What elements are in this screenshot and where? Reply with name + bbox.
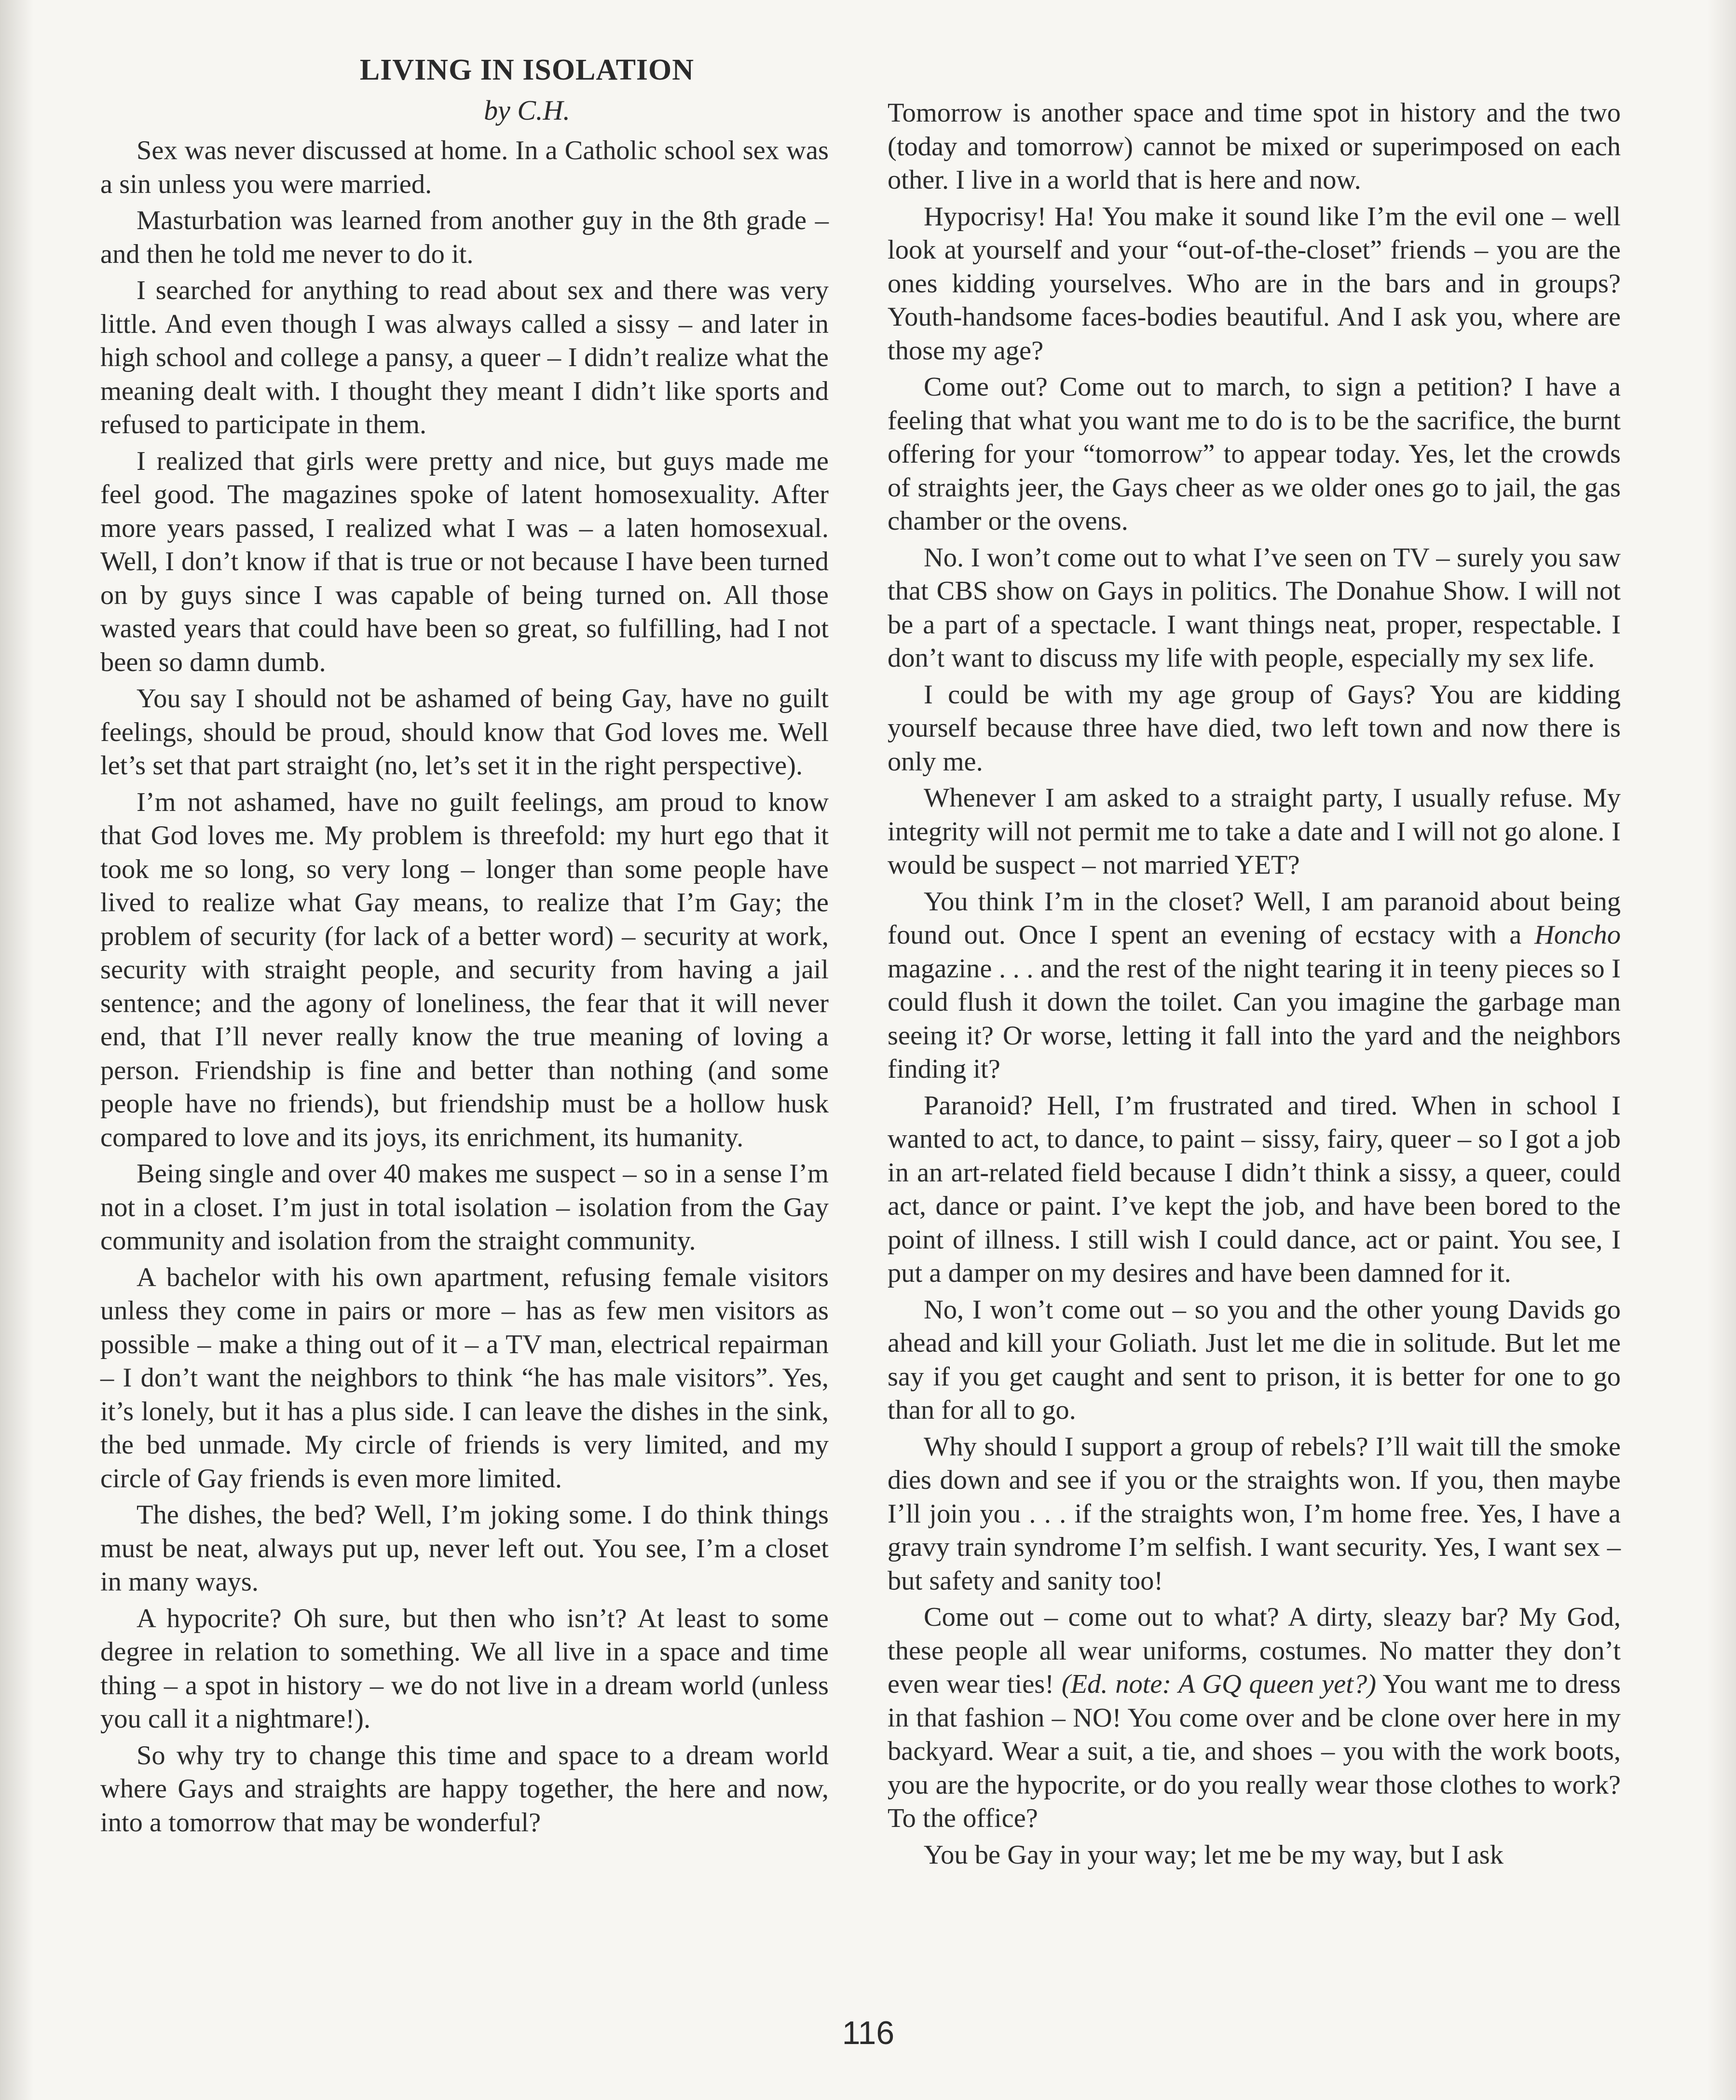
page-number: 116 [842, 2015, 895, 2051]
paragraph [888, 1601, 1621, 1836]
paragraph-text: You want me to dress in that fashion – NO! You come over and be clone over here in my backyard. Wear a suit, a tie, and shoes – you with the work boots, you are the hypocrite, or do you really wear those clothes to work? To the office? [888, 1669, 1621, 1833]
paragraph: Why should I support a group of rebels? I’ll wait till the smoke dies down and see if you or the straights won. If you, then maybe I’ll join you . . . if the straights won, I’m home free. Yes, I have a gravy train syndrome I’m selfish. I want security. Yes, I want sex – but safety and sanity too! [888, 1431, 1621, 1596]
paragraph: The dishes, the bed? Well, I’m joking some. I do think things must be neat, always put up, never left out. You see, I’m a closet in many ways. [100, 1500, 829, 1597]
right-column [888, 96, 1621, 1875]
paragraph: Hypocrisy! Ha! You make it sound like I’m the evil one – well look at yourself and your “out-of-the-closet” friends – you are the ones kidding yourselves. Who are in the bars and in groups? Youth-handsome faces-bodies beautiful. And I ask you, where are those my age? [888, 201, 1621, 366]
article-byline: by C.H. [484, 95, 570, 126]
paragraph-continued: Tomorrow is another space and time spot in history and the two (today and tomorrow) cannot be mixed or superimposed on each other. I live in a world that is here and now. [888, 98, 1621, 195]
paragraph: Whenever I am asked to a straight party, I usually refuse. My integrity will not permit me to take a date and I will not go alone. I would be suspect – not married YET? [888, 783, 1621, 880]
paragraph: I’m not ashamed, have no guilt feelings, am proud to know that God loves me. My problem is threefold: my hurt ego that it took me so long, so very long – longer than some people have lived to realize what Gay means, to realize that I’m Gay; the problem of security (for lack of a better word) – security at work, security with straight people, and security from having a jail sentence; and the agony of loneliness, the fear that it will never end, that I’ll never really know the true meaning of loving a person. Friendship is fine and better than nothing (and some people have no friends), but friendship must be a hollow husk compared to love and its joys, its enrichment, its humanity. [100, 787, 829, 1153]
paragraph: A bachelor with his own apartment, refusing female visitors unless they come in pairs or more – has as few men visitors as possible – make a thing out of it – a TV man, electrical repairman – I don’t want the neighbors to think “he has male visitors”. Yes, it’s lonely, but it has a plus side. I can leave the dishes in the sink, the bed unmade. My circle of friends is very limited, and my circle of Gay friends is even more limited. [100, 1262, 829, 1494]
paragraph: So why try to change this time and space to a dream world where Gays and straights are happy together, the here and now, into a tomorrow that may be wonderful? [100, 1740, 829, 1838]
paragraph: No, I won’t come out – so you and the other young Davids go ahead and kill your Goliath. Just let me die in solitude. But let me say if you get caught and sent to prison, it is better for one to go than for all to go. [888, 1294, 1621, 1425]
paragraph-text: You think I’m in the closet? Well, I am paranoid about being found out. Once I spent an evening of ecstacy with a [888, 886, 1621, 950]
magazine-title: Honcho [1534, 920, 1621, 950]
paragraph: You say I should not be ashamed of being Gay, have no guilt feelings, should be proud, should know that God loves me. Well let’s set that part straight (no, let’s set it in the right perspective). [100, 684, 829, 781]
paragraph-text: magazine . . . and the rest of the night tearing it in teeny pieces so I could flush it down the toilet. Can you imagine the garbage man seeing it? Or worse, letting it fall into the yard and the neighbors finding it? [888, 953, 1621, 1084]
editor-note: (Ed. note: A GQ queen yet?) [1061, 1669, 1377, 1699]
paragraph: Being single and over 40 makes me suspect – so in a sense I’m not in a closet. I’m just in total isolation – isolation from the Gay community and isolation from the straight community. [100, 1159, 829, 1256]
paragraph [888, 885, 1621, 1086]
page-edge-shadow-right [1707, 0, 1736, 2100]
paragraph: I realized that girls were pretty and nice, but guys made me feel good. The magazines spoke of latent homosexuality. After more years passed, I realized what I was – a laten homosexual. Well, I don’t know if that is true or not because I have been turned on by guys since I was capable of being turned on. All those wasted years that could have been so great, so fulfilling, had I not been so damn dumb. [100, 446, 829, 677]
article-title: LIVING IN ISOLATION [359, 54, 695, 86]
paragraph-text: Come out – come out to what? A dirty, sleazy bar? My God, these people all wear uniforms, costumes. No matter they don’t even wear ties! [888, 1602, 1621, 1699]
paragraph: I could be with my age group of Gays? You are kidding yourself because three have died, two left town and now there is only me. [888, 679, 1621, 777]
page-edge-shadow-left [0, 0, 34, 2100]
paragraph: Paranoid? Hell, I’m frustrated and tired. When in school I wanted to act, to dance, to paint – sissy, fairy, queer – so I got a job in an art-related field because I didn’t think a sissy, a queer, could act, dance or paint. I’ve kept the job, and have been bored to the point of illness. I still wish I could dance, act or paint. You see, I put a damper on my desires and have been damned for it. [888, 1090, 1621, 1288]
paragraph: I searched for anything to read about sex and there was very little. And even though I was always called a sissy – and later in high school and college a pansy, a queer – I didn’t realize what the meaning dealt with. I thought they meant I didn’t like sports and refused to participate in them. [100, 275, 829, 439]
paragraph: You be Gay in your way; let me be my way, but I ask [924, 1839, 1504, 1870]
paragraph: Sex was never discussed at home. In a Catholic school sex was a sin unless you were married. [100, 136, 829, 199]
paragraph: A hypocrite? Oh sure, but then who isn’t? At least to some degree in relation to something. We all live in a space and time thing – a spot in history – we do not live in a dream world (unless you call it a nightmare!). [100, 1603, 829, 1734]
paragraph: No. I won’t come out to what I’ve seen on TV – surely you saw that CBS show on Gays in politics. The Donahue Show. I will not be a part of a spectacle. I want things neat, proper, respectable. I don’t want to discuss my life with people, especially my sex life. [888, 542, 1621, 673]
left-column [100, 134, 829, 1842]
paragraph: Come out? Come out to march, to sign a petition? I have a feeling that what you want me to do is to be the sacrifice, the burnt offering for your “tomorrow” to appear today. Yes, let the crowds of straights jeer, the Gays cheer as we older ones go to jail, the gas chamber or the ovens. [888, 372, 1621, 536]
paragraph: Masturbation was learned from another guy in the 8th grade – and then he told me never to do it. [100, 206, 829, 269]
